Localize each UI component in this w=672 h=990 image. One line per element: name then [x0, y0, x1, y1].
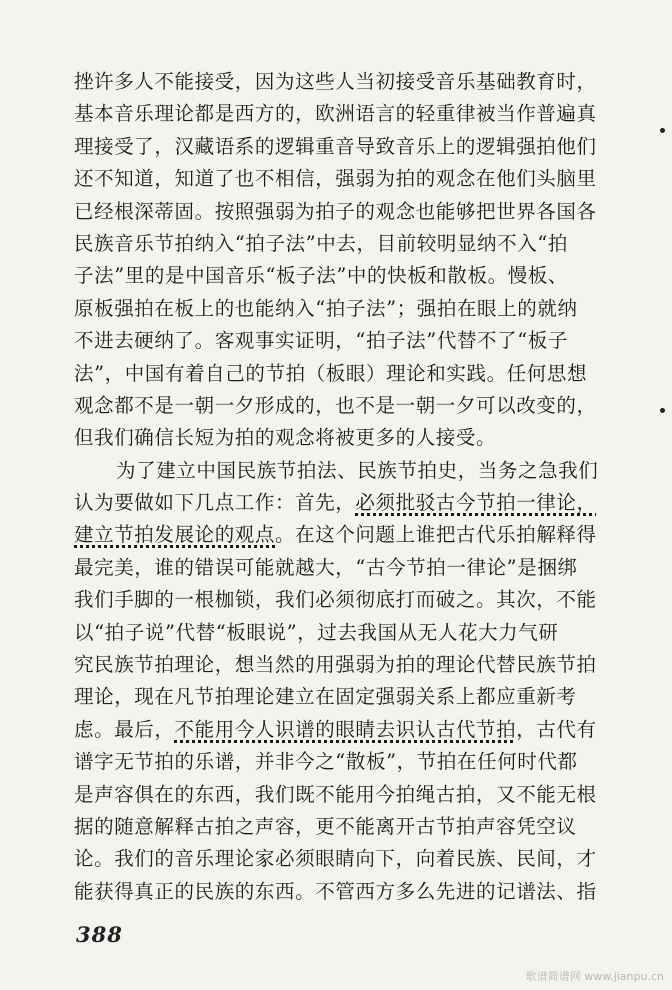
text-line: 能获得真正的民族的东西。不管西方多么先进的记谱法、指: [74, 879, 597, 903]
paragraph-start-line: 为了建立中国民族节拍法、民族节拍史，当务之急我们: [116, 458, 599, 482]
text-line: 理论，现在凡节拍理论建立在固定强弱关系上都应重新考: [74, 685, 577, 709]
text-line: 原板强拍在板上的也能纳入“拍子法”；强拍在眼上的就纳: [74, 296, 578, 320]
scan-dot-mark: [660, 408, 665, 413]
text-line: 但我们确信长短为拍的观念将被更多的人接受。: [74, 426, 497, 450]
text-line: [74, 519, 634, 551]
page-number: 388: [76, 922, 123, 947]
body-text: [74, 66, 634, 908]
text-line: 谱字无节拍的乐谱，并非今之“散板”，节拍在任何时代都: [74, 750, 578, 774]
text-line: 以“拍子说”代替“板眼说”，过去我国从无人花大力气研: [74, 620, 559, 644]
text-line: 子法”里的是中国音乐“板子法”中的快板和散板。慢板、: [74, 264, 569, 288]
text-line: 挫许多人不能接受，因为这些人当初接受音乐基础教育时，: [74, 70, 597, 93]
text-line: 法”，中国有着自己的节拍（板眼）理论和实践。任何思想: [74, 361, 588, 385]
text-line: 观念都不是一朝一夕形成的，也不是一朝一夕可以改变的，: [74, 393, 597, 417]
text-line: [74, 487, 634, 519]
text-line: [74, 714, 634, 746]
text-segment: 认为要做如下几点工作：首先，: [74, 491, 356, 515]
emphasized-text: 建立节拍发展论的观点: [74, 523, 276, 547]
text-line: 民族音乐节拍纳入“拍子法”中去，目前较明显纳不入“拍: [74, 231, 569, 255]
watermark-text: 歌谱简谱网 www.jianpu.cn: [525, 970, 664, 983]
text-line: 究民族节拍理论，想当然的用强弱为拍的理论代替民族节拍: [74, 653, 597, 677]
text-segment: 。在这个问题上谁把古代乐拍解释得: [275, 523, 597, 547]
text-line: 据的随意解释古拍之声容，更不能离开古节拍声容凭空议: [74, 814, 577, 838]
emphasized-text: 必须批驳古今节拍一律论，: [355, 491, 597, 515]
text-line: 不进去硬纳了。客观事实证明，“拍子法”代替不了“板子: [74, 329, 569, 353]
text-line: 我们手脚的一根枷锁，我们必须彻底打而破之。其次，不能: [74, 588, 597, 612]
text-segment: 虑。最后，: [74, 717, 175, 741]
text-segment: ，古代有: [516, 717, 597, 741]
text-line: 理接受了，汉藏语系的逻辑重音导致音乐上的逻辑强拍他们: [74, 134, 597, 158]
text-line: 已经根深蒂固。按照强弱为拍子的观念也能够把世界各国各: [74, 199, 597, 223]
emphasized-text: 不能用今人识谱的眼睛去识认古代节拍: [174, 717, 517, 741]
text-line: 最完美，谁的错误可能就越大，“古今节拍一律论”是捆绑: [74, 555, 578, 579]
scan-dot-mark: [660, 128, 665, 133]
text-line: 基本音乐理论都是西方的，欧洲语言的轻重律被当作普遍真: [74, 102, 597, 126]
text-line: 论。我们的音乐理论家必须眼睛向下，向着民族、民间，才: [74, 847, 597, 871]
text-line: 还不知道，知道了也不相信，强弱为拍的观念在他们头脑里: [74, 167, 597, 191]
text-line: 是声容俱在的东西，我们既不能用今拍绳古拍，又不能无根: [74, 782, 597, 806]
